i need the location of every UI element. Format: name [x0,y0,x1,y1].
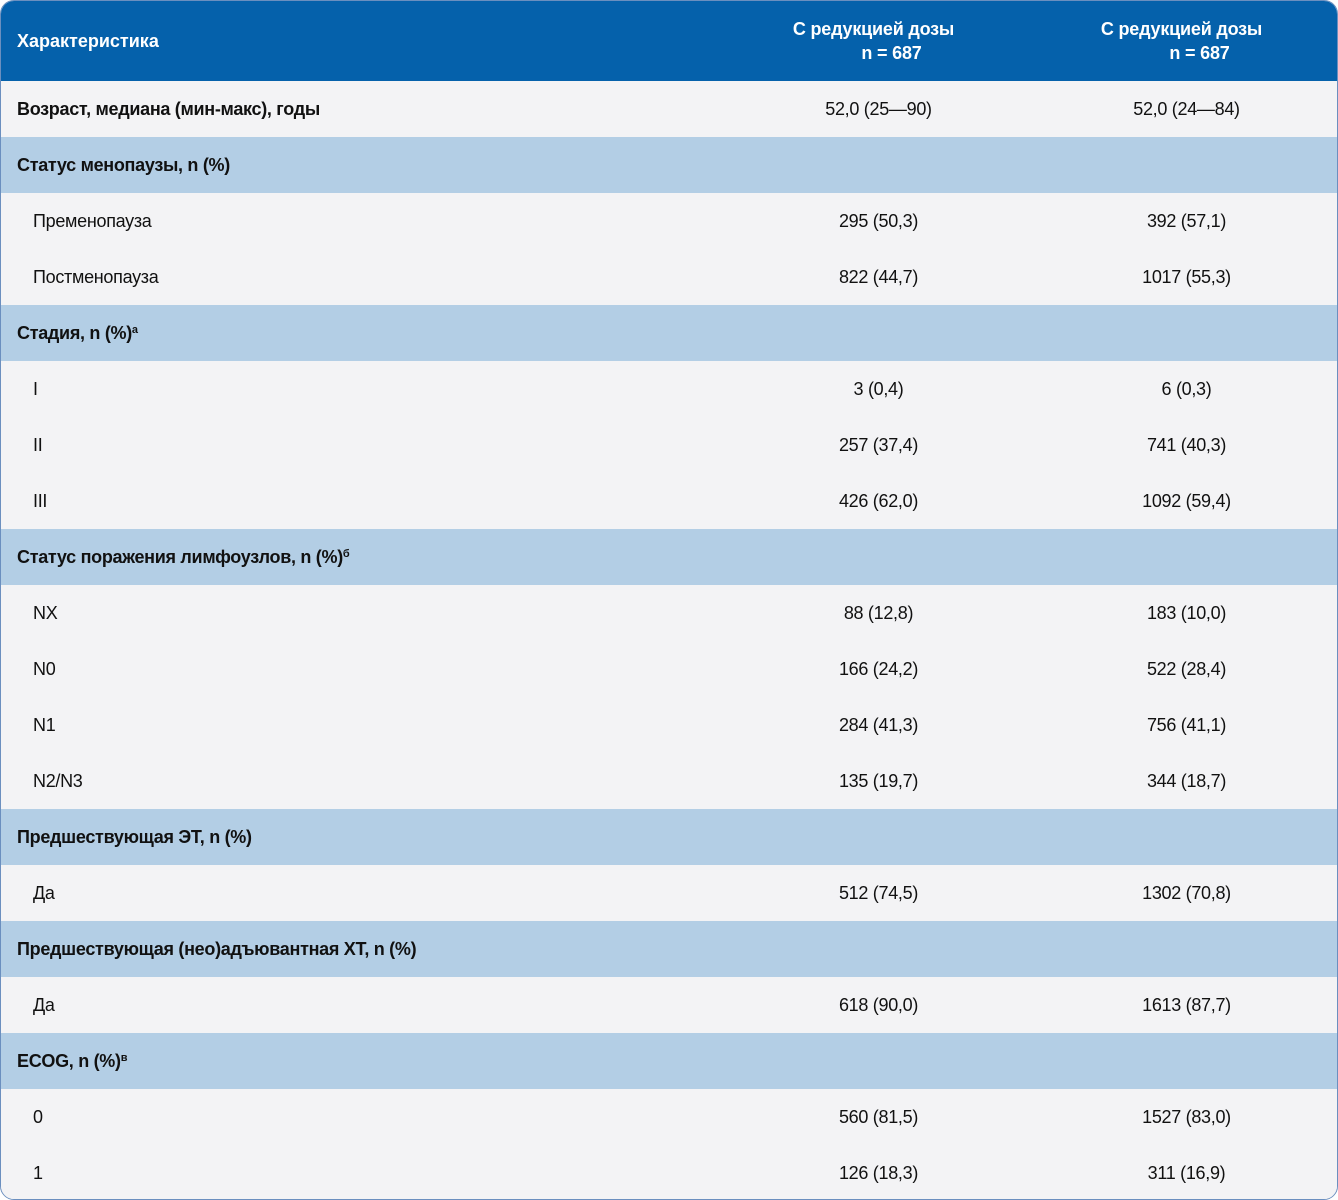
value-group-2: 522 (28,4) [1146,658,1227,679]
value-group-2: 741 (40,3) [1146,434,1227,455]
row-label: Да [33,882,55,903]
section-row [1,137,1337,193]
row-label: N0 [33,658,56,679]
section-label-text: Предшествующая ЭТ, n (%) [17,826,252,847]
section-row [1,921,1337,977]
table-row [1,641,1337,697]
table-row [1,697,1337,753]
row-label: I [33,378,38,399]
row-label: Возраст, медиана (мин-макс), годы [17,98,320,119]
value-group-1: 426 (62,0) [838,490,919,511]
table-row [1,1145,1337,1200]
value-group-2: 311 (16,9) [1147,1162,1226,1183]
section-row [1,529,1337,585]
table-row [1,417,1337,473]
section-row [1,1033,1337,1089]
header-characteristic: Характеристика [17,30,159,51]
value-group-2: 1092 (59,4) [1142,490,1231,511]
value-group-2: 392 (57,1) [1146,210,1227,231]
value-group-2: 756 (41,1) [1146,714,1227,735]
row-label: N2/N3 [33,770,83,791]
value-group-1: 135 (19,7) [838,770,919,791]
table-row [1,1089,1337,1145]
header-group-2-title: С редукцией дозы [1100,19,1263,39]
row-label: N1 [33,714,56,735]
footnote-marker: a [131,323,138,336]
section-label [1,1051,721,1072]
section-label [1,827,721,848]
value-group-2: 1017 (55,3) [1142,266,1231,287]
value-group-2: 1527 (83,0) [1142,1106,1231,1127]
value-group-2: 1613 (87,7) [1142,994,1231,1015]
section-label [1,155,721,176]
section-label [1,547,721,568]
section-label-text: Предшествующая (нео)адъювантная ХТ, n (%) [17,938,417,959]
table-body [1,81,1337,1200]
section-row [1,809,1337,865]
footnote-marker: б [342,547,350,560]
table-row [1,753,1337,809]
header-group-2-n: n = 687 [1169,43,1230,63]
header-group-1 [721,1,1026,81]
row-label: Да [33,994,55,1015]
table-row [1,977,1337,1033]
value-group-2: 183 (10,0) [1146,602,1227,623]
header-group-1-title: С редукцией дозы [792,19,955,39]
row-label: Пременопауза [33,210,152,231]
section-label-text: ECOG, n (%) [17,1050,121,1071]
value-group-1: 512 (74,5) [838,882,919,903]
value-group-2: 1302 (70,8) [1142,882,1231,903]
table-row [1,865,1337,921]
section-label [1,939,721,960]
row-label: NX [33,602,58,623]
value-group-2: 6 (0,3) [1161,378,1212,399]
section-row [1,305,1337,361]
value-group-2: 52,0 (24—84) [1133,98,1240,119]
value-group-1: 126 (18,3) [838,1162,919,1183]
value-group-1: 166 (24,2) [838,658,919,679]
section-label [1,323,721,344]
value-group-1: 295 (50,3) [838,210,919,231]
footnote-marker: в [120,1051,128,1064]
table-row [1,193,1337,249]
value-group-1: 88 (12,8) [843,602,914,623]
row-label: 1 [33,1162,43,1183]
table-header [1,1,1337,81]
value-group-1: 3 (0,4) [853,378,904,399]
table-row [1,585,1337,641]
section-label-text: Стадия, n (%) [17,322,132,343]
value-group-1: 257 (37,4) [838,434,919,455]
table-row [1,361,1337,417]
value-group-1: 52,0 (25—90) [825,98,932,119]
section-label-text: Статус поражения лимфоузлов, n (%) [17,546,343,567]
table-row [1,81,1337,137]
table-row [1,473,1337,529]
value-group-1: 560 (81,5) [838,1106,919,1127]
value-group-2: 344 (18,7) [1146,770,1227,791]
table-row [1,249,1337,305]
value-group-1: 822 (44,7) [838,266,919,287]
row-label: Постменопауза [33,266,159,287]
section-label-text: Статус менопаузы, n (%) [17,154,230,175]
row-label: 0 [33,1106,43,1127]
header-group-2 [1026,1,1337,81]
row-label: III [33,490,48,511]
header-group-1-n: n = 687 [861,43,922,63]
value-group-1: 284 (41,3) [838,714,919,735]
row-label: II [33,434,43,455]
value-group-1: 618 (90,0) [838,994,919,1015]
